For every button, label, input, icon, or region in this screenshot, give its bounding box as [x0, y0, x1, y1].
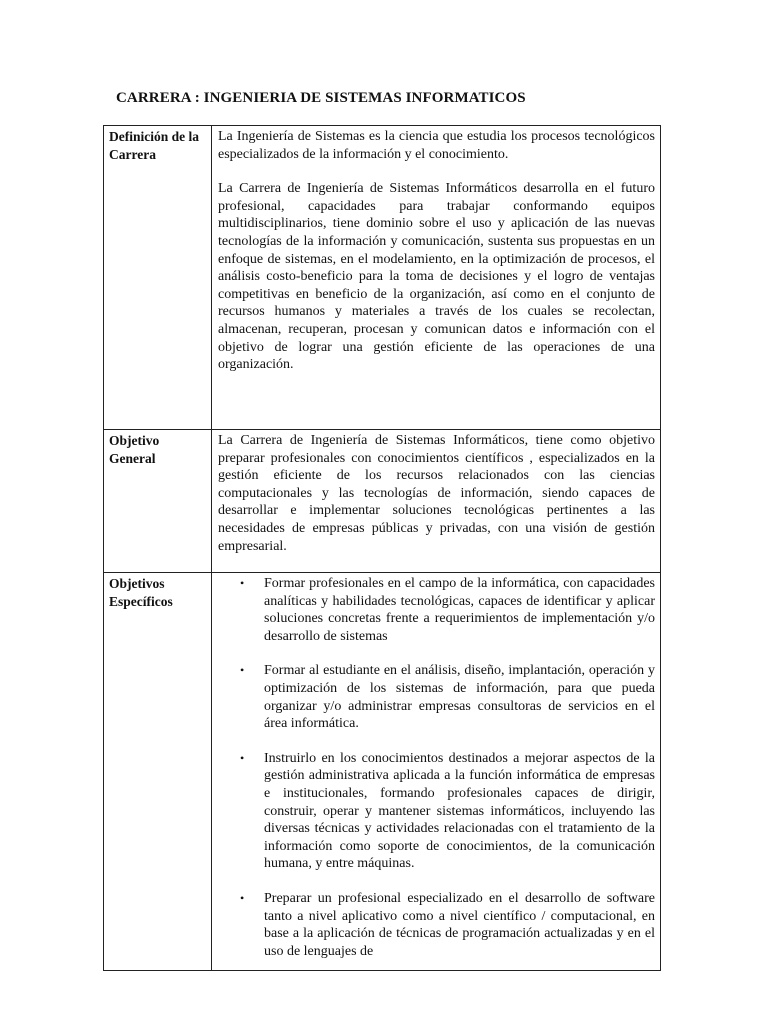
- definicion-label: Definición de la Carrera: [104, 126, 212, 430]
- list-item-text: Formar profesionales en el campo de la informática, con capacidades analíticas y habilidades tecnológicas, capaces de identificar y aplicar soluciones concretas frente a requerimientos de implementación y/o desarrollo de sistemas: [264, 576, 655, 644]
- bullet-icon: •: [240, 750, 245, 765]
- table-row-objetivo-general: [104, 430, 661, 573]
- definicion-paragraph-1: La Ingeniería de Sistemas es la ciencia que estudia los procesos tecnológicos especializados de la información y el conocimiento.: [218, 129, 655, 162]
- list-item: [218, 890, 655, 960]
- bullet-icon: •: [240, 663, 245, 678]
- table-row-definicion: [104, 126, 661, 430]
- list-item: [218, 750, 655, 873]
- page-title: CARRERA : INGENIERIA DE SISTEMAS INFORMATICOS: [116, 90, 526, 106]
- list-item: [218, 575, 655, 645]
- list-item-text: Formar al estudiante en el análisis, diseño, implantación, operación y optimización de los sistemas de información, para que pueda organizar y/o administrar empresas consultoras de servicios en el área informática.: [264, 663, 655, 732]
- list-item: [218, 662, 655, 732]
- definicion-paragraph-2: La Carrera de Ingeniería de Sistemas Informáticos desarrolla en el futuro profesional, capacidades para trabajar conformando equipos multidisciplinarios, tiene dominio sobre el uso y aplicación de las nuevas tecnologías de la información y comunicación, sustenta sus propuestas en un enfoque de sistemas, en el modelamiento, en la optimización de procesos, el análisis costo-beneficio para la toma de decisiones y el logro de ventajas competitivas en beneficio de la organización, así como en el conjunto de recursos humanos y materiales a través de los cuales se recolectan, almacenan, recuperan, procesan y comunican datos e información con el objetivo de lograr una gestión eficiente de las operaciones de una organización.: [218, 181, 655, 373]
- objetivo-general-text: La Carrera de Ingeniería de Sistemas Informáticos, tiene como objetivo preparar profesionales con conocimientos científicos , especializados en la gestión eficiente de los recursos relacionados con las ciencias computacionales y las tecnologías de información, siendo capaces de desarrollar e implementar soluciones tecnológicas pertinentes a las necesidades de empresas públicas y privadas, con una visión de gestión empresarial.: [218, 433, 655, 554]
- objetivos-especificos-list: [218, 575, 655, 960]
- list-item-text: Instruirlo en los conocimientos destinados a mejorar aspectos de la gestión administrativa aplicada a la función informática de empresas e institucionales, formando profesionales capaces de dirigir, construir, operar y mantener sistemas informáticos, incluyendo las diversas técnicas y actividades relacionadas con el tratamiento de la información como soporte de conocimientos, de la comunicación humana, y entre máquinas.: [264, 750, 655, 872]
- bullet-icon: •: [240, 890, 245, 905]
- career-info-table: [103, 125, 661, 971]
- list-item-text: Preparar un profesional especializado en el desarrollo de software tanto a nivel aplicativo como a nivel científico / computacional, en base a la aplicación de técnicas de programación actualizadas y en el uso de lenguajes de: [264, 890, 655, 959]
- objetivos-especificos-label: Objetivos Específicos: [104, 573, 212, 971]
- objetivo-general-content: [212, 430, 661, 573]
- objetivo-general-label: Objetivo General: [104, 430, 212, 573]
- table-row-objetivos-especificos: [104, 573, 661, 971]
- definicion-content: [212, 126, 661, 430]
- objetivos-especificos-content: [212, 573, 661, 971]
- bullet-icon: •: [240, 576, 245, 590]
